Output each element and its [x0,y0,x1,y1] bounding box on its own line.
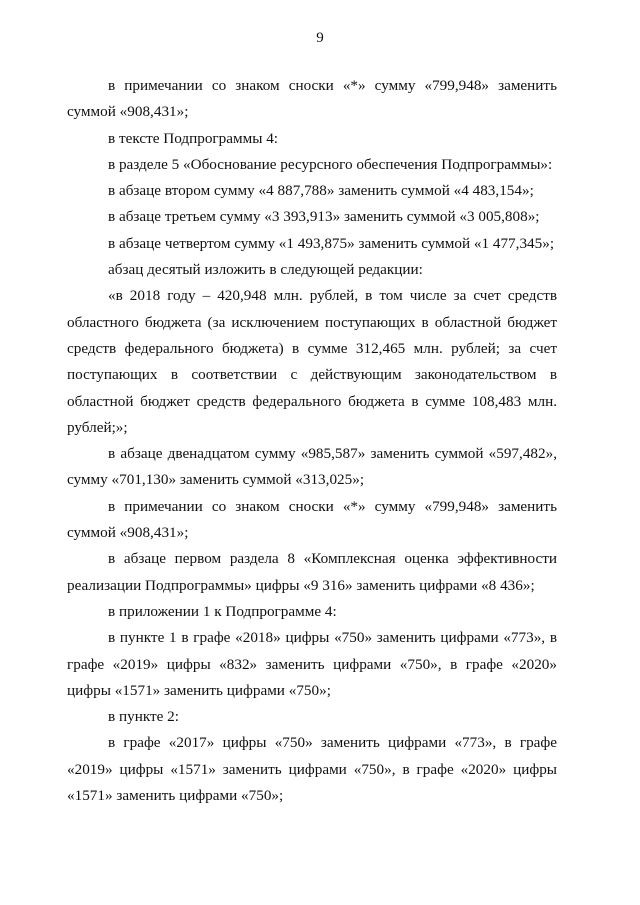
paragraph-point-1: в пункте 1 в графе «2018» цифры «750» заменить цифрами «773», в графе «2019» цифры «832» заменить цифрами «750», в графе «2020» цифры «1571» заменить цифрами «750»; [67,629,557,699]
paragraph-tenth-abzac-intro: абзац десятый изложить в следующей редакции: [108,261,423,279]
paragraph-appendix-1: в приложении 1 к Подпрограмме 4: [108,602,337,620]
paragraph-third-abzac: в абзаце третьем сумму «3 393,913» заменить суммой «3 005,808»; [108,208,540,226]
paragraph-point-2-details: в графе «2017» цифры «750» заменить цифрами «773», в графе «2019» цифры «1571» заменить цифрами «750», в графе «2020» цифры «1571» заменить цифрами «750»; [67,734,557,805]
paragraph-twelfth-abzac: в абзаце двенадцатом сумму «985,587» заменить суммой «597,482», сумму «701,130» заменить суммой «313,025»; [67,445,557,489]
paragraph-fourth-abzac: в абзаце четвертом сумму «1 493,875» заменить суммой «1 477,345»; [108,234,555,252]
paragraph-subprogram-4-text: в тексте Подпрограммы 4: [108,129,279,147]
paragraph-section-5: в разделе 5 «Обоснование ресурсного обеспечения Подпрограммы»: [108,155,553,173]
document-body [67,73,557,809]
paragraph-section-8: в абзаце первом раздела 8 «Комплексная оценка эффективности реализации Подпрограммы» цифры «9 316» заменить цифрами «8 436»; [67,550,557,594]
page-number: 9 [316,30,324,46]
paragraph-second-abzac: в абзаце втором сумму «4 887,788» заменить суммой «4 483,154»; [108,182,534,200]
paragraph-footnote-note-1: в примечании со знаком сноски «*» сумму «799,948» заменить суммой «908,431»; [67,77,557,121]
paragraph-2018-quote: «в 2018 году – 420,948 млн. рублей, в том числе за счет средств областного бюджета (за исключением поступающих в областной бюджет средств федерального бюджета) в сумме 312,465 млн. рублей; за счет поступающих в соответствии с действующим законодательством в областной бюджет средств федерального бюджета в сумме 108,483 млн. рублей;»; [67,287,557,436]
paragraph-point-2-intro: в пункте 2: [108,708,179,726]
paragraph-footnote-note-2: в примечании со знаком сноски «*» сумму «799,948» заменить суммой «908,431»; [67,497,557,542]
